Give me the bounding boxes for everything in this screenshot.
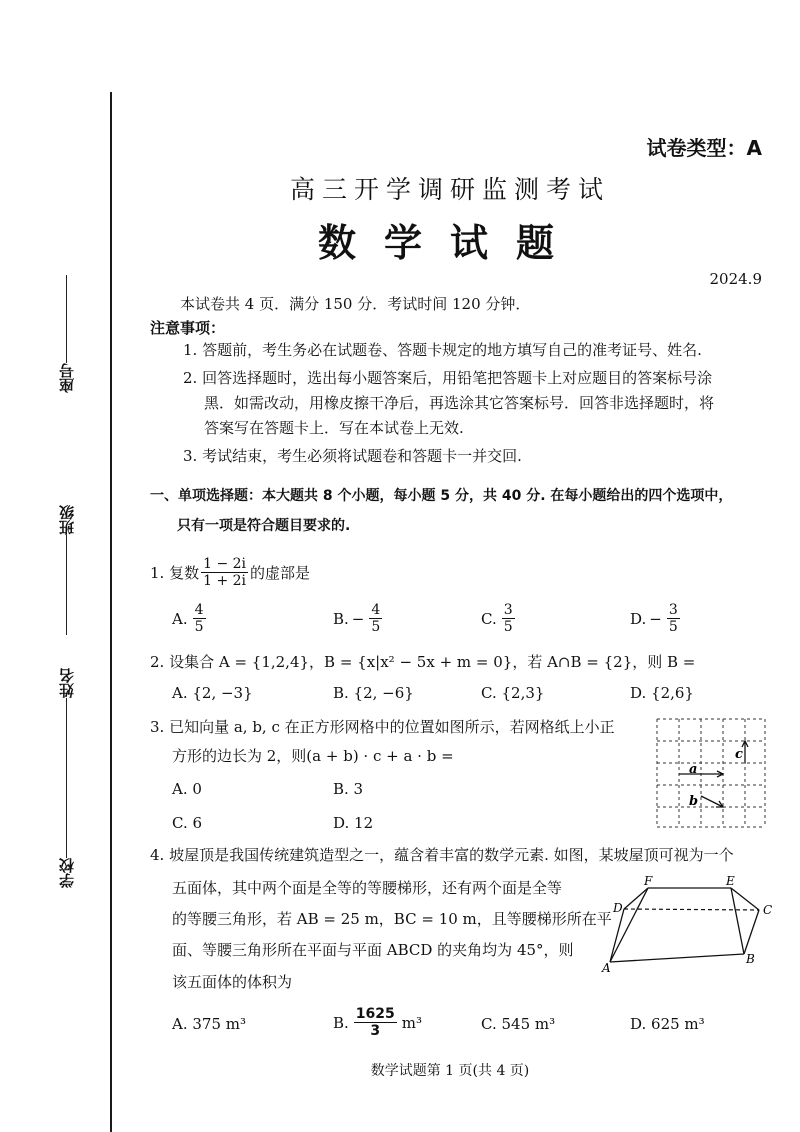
question-3-line2: 方形的边长为 2，则(a + b) · c + a · b = [172,747,454,765]
q3-option-d[interactable]: D. 12 [333,814,374,832]
question-4-line3: 的等腰三角形，若 AB = 25 m，BC = 10 m，且等腰梯形所在平 [172,910,612,928]
q1-option-d[interactable] [630,602,682,635]
q2-option-b[interactable]: B. {2, −6} [333,684,414,702]
vertex-b: B [746,952,755,966]
q1-option-c[interactable] [481,602,517,635]
q2-option-a[interactable]: A. {2, −3} [172,684,253,702]
numerator: 4 [371,602,381,618]
note-3: 3. 考试结束，考生必须将试题卷和答题卡一并交回. [183,447,522,465]
option-fraction [354,1006,397,1039]
seat-field[interactable] [48,275,84,393]
question-4-line4: 面、等腰三角形所在平面与平面 ABCD 的夹角均为 45°，则 [172,941,574,959]
q3-vector-grid-figure [655,717,767,829]
note-1: 1. 答题前，考生务必在试题卷、答题卡规定的地方填写自己的准考证号、姓名. [183,341,702,359]
q4-option-c[interactable]: C. 545 m³ [481,1015,556,1033]
denominator: 5 [194,619,204,635]
school-label: 学校 [57,858,76,888]
exam-title: 高三开学调研监测考试 [289,175,610,204]
seat-label: 座号 [57,363,76,393]
option-sign: − [351,609,365,628]
q1-numerator: 1 − 2i [203,556,247,572]
q3-option-b[interactable]: B. 3 [333,780,364,798]
vertex-c: C [763,903,773,917]
q2-option-d[interactable]: D. {2,6} [630,684,694,702]
option-fraction [667,602,680,635]
option-label: D. [630,609,647,628]
exam-date: 2024.9 [709,270,762,288]
q4-option-a[interactable]: A. 375 m³ [172,1015,247,1033]
denominator: 3 [370,1023,381,1039]
q4-option-b[interactable] [333,1006,422,1039]
section1-heading-cont: 只有一项是符合题目要求的. [177,518,351,534]
q2-option-c[interactable]: C. {2,3} [481,684,545,702]
name-label: 姓名 [57,668,76,698]
option-fraction [369,602,382,635]
vector-b-label: b [689,794,699,809]
denominator: 5 [668,619,678,635]
school-field[interactable] [48,858,84,888]
option-label: C. [481,609,497,628]
vertex-d: D [613,901,623,915]
hidden-edges [624,909,759,910]
q1-option-b[interactable] [333,602,384,635]
q1-option-a[interactable] [172,602,208,635]
intro-text: 本试卷共 4 页．满分 150 分．考试时间 120 分钟． [180,295,531,313]
question-4-line2: 五面体，其中两个面是全等的等腰梯形，还有两个面是全等 [172,879,563,897]
class-label: 班级 [57,505,76,535]
numerator: 4 [194,602,204,618]
vector-a-label: a [689,762,698,777]
vertex-e: E [726,874,735,888]
question-4-line1: 4. 坡屋顶是我国传统建筑造型之一，蕴含着丰富的数学元素. 如图，某坡屋顶可视为一个 [150,846,734,864]
option-label: B. [333,609,349,628]
denominator: 5 [371,619,381,635]
page-footer: 数学试题第 1 页(共 4 页) [370,1063,530,1079]
q1-fraction [201,556,248,589]
numerator: 3 [503,602,513,618]
q1-denominator: 1 + 2i [203,573,247,589]
question-2-stem: 2. 设集合 A = {1,2,4}，B = {x|x² − 5x + m = 0}，若 A∩B = {2}，则 B = [150,653,696,671]
numerator: 1625 [355,1006,395,1022]
q4-roof-figure [596,874,781,974]
subject-title: 数学试题 [317,221,582,265]
solid-edges [610,888,759,962]
class-blank-line [66,535,67,635]
option-label: A. [172,609,188,628]
numerator: 3 [668,602,678,618]
note-2-cont2: 答案写在答题卡上．写在本试卷上无效. [204,419,464,437]
q1-suffix: 的虚部是 [250,563,311,582]
question-4-line5: 该五面体的体积为 [172,973,293,991]
name-field[interactable] [48,668,84,858]
denominator: 5 [503,619,513,635]
option-label: B. [333,1013,349,1032]
exam-type: 试卷类型：A [646,136,762,160]
section1-heading: 一、单项选择题：本大题共 8 个小题，每小题 5 分，共 40 分. 在每小题给出的四个选项中， [150,488,733,504]
question-1-stem [150,556,310,589]
option-fraction [193,602,206,635]
vector-c-label: c [735,747,743,762]
seat-blank-line [66,275,67,363]
q3-option-a[interactable]: A. 0 [172,780,202,798]
question-3-line1: 3. 已知向量 a, b, c 在正方形网格中的位置如图所示，若网格纸上小正 [150,718,615,736]
notice-heading: 注意事项： [150,319,226,337]
q3-option-c[interactable]: C. 6 [172,814,203,832]
q1-prefix: 1. 复数 [150,563,200,582]
vertex-f: F [644,874,653,888]
option-sign: − [649,609,662,628]
grid-lines [657,719,765,827]
option-unit: m³ [401,1013,423,1032]
q4-option-d[interactable]: D. 625 m³ [630,1015,705,1033]
class-field[interactable] [48,505,84,635]
name-blank-line [66,698,67,858]
option-fraction [502,602,515,635]
note-2-cont: 黑．如需改动，用橡皮擦干净后，再选涂其它答案标号．回答非选择题时，将 [204,394,715,412]
note-2: 2. 回答选择题时，选出每小题答案后，用铅笔把答题卡上对应题目的答案标号涂 [183,369,713,387]
vertex-a: A [602,961,611,974]
